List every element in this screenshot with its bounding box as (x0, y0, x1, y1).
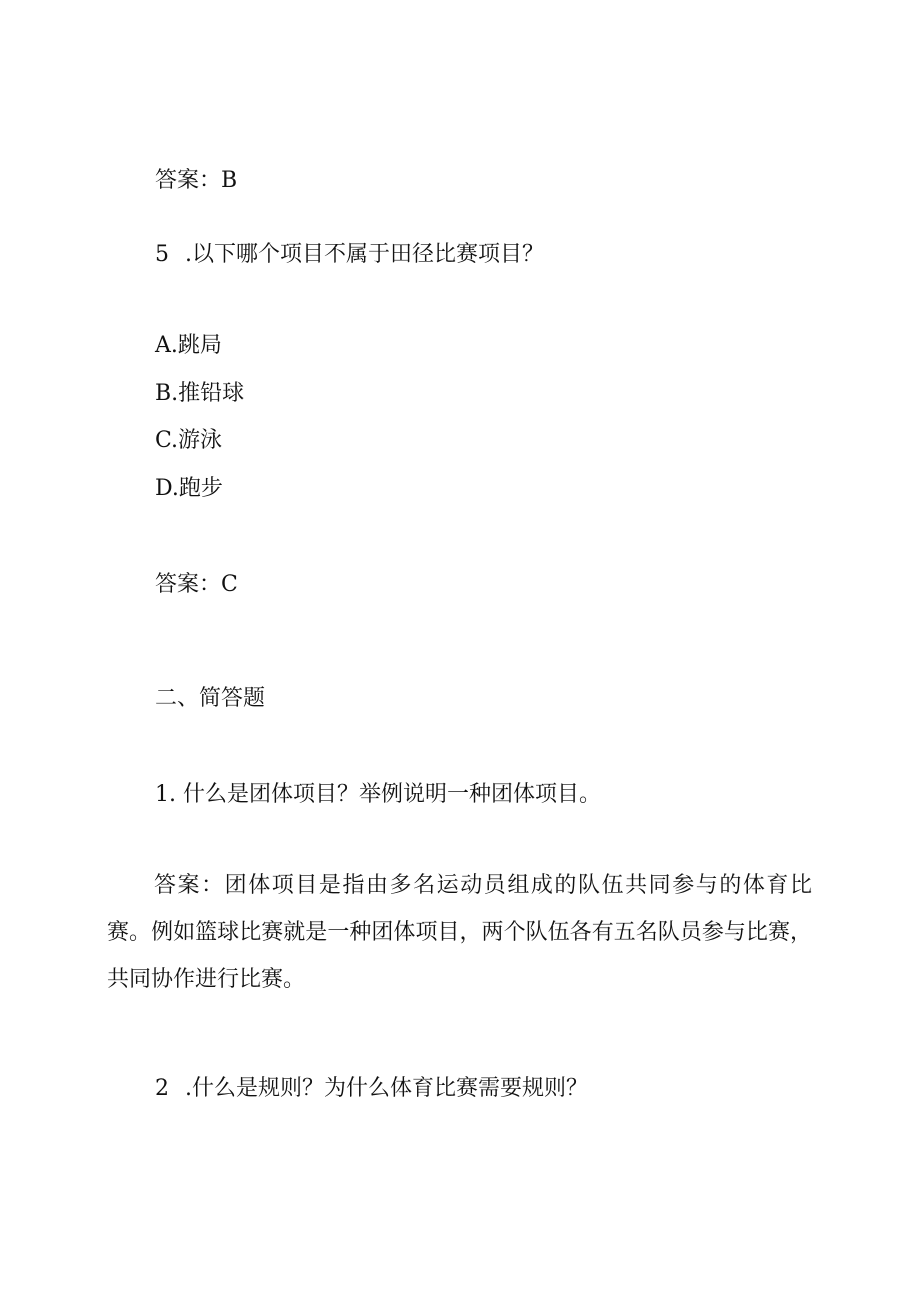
q5-option-a: A.跳局 (155, 333, 222, 358)
q5-text: .以下哪个项目不属于田径比赛项目？ (185, 242, 544, 267)
sq2-number: 2 (155, 1076, 169, 1101)
section-title: 二、简答题 (155, 686, 266, 711)
q5-answer: 答案：C (155, 572, 238, 597)
sq2-text: .什么是规则？为什么体育比赛需要规则？ (185, 1076, 588, 1101)
q5-option-c: C.游泳 (155, 428, 223, 453)
q5-option-d: D.跑步 (155, 476, 223, 501)
q5-number: 5 (155, 242, 169, 267)
q5-option-b: B.推铅球 (155, 381, 245, 406)
sq1-answer: 答案：团体项目是指由多名运动员组成的队伍共同参与的体育比赛。例如篮球比赛就是一种团体项目，两个队伍各有五名队员参与比赛，共同协作进行比赛。 (107, 873, 812, 992)
q5-question (155, 242, 544, 268)
sq2-question (155, 1076, 588, 1102)
sq1-question: 1. 什么是团体项目？举例说明一种团体项目。 (155, 782, 601, 807)
q4-answer: 答案：B (155, 168, 238, 193)
